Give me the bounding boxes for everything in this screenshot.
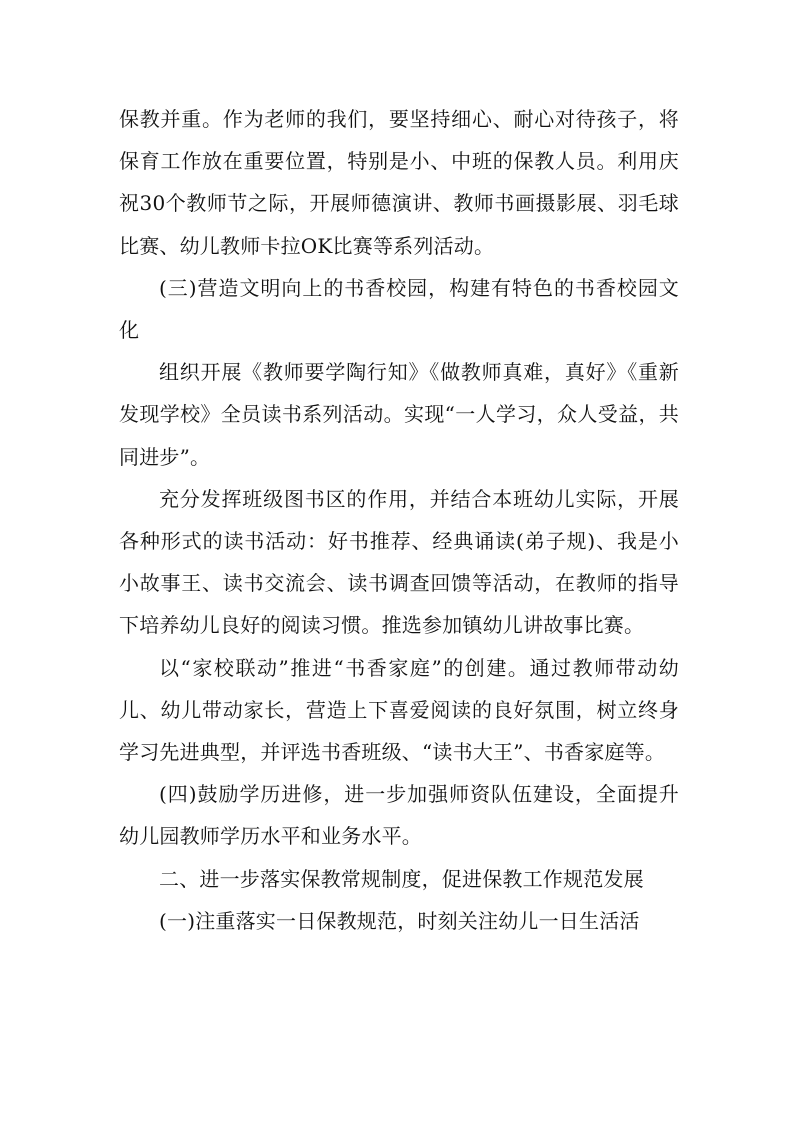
paragraph-reading-series: 组织开展《教师要学陶行知》《做教师真难，真好》《重新发现学校》全员读书系列活动。实现“一人学习，众人受益，共同进步”。 bbox=[119, 360, 679, 469]
section-heading-four: (四)鼓励学历进修，进一步加强师资队伍建设，全面提升幼儿园教师学历水平和业务水平。 bbox=[119, 782, 679, 849]
section-heading-two: 二、进一步落实保教常规制度，促进保教工作规范发展 bbox=[159, 866, 644, 891]
document-body bbox=[119, 98, 679, 942]
subheading-one: (一)注重落实一日保教规范，时刻关注幼儿一日生活活 bbox=[159, 908, 640, 933]
paragraph-class-library: 充分发挥班级图书区的作用，并结合本班幼儿实际，开展各种形式的读书活动：好书推荐、经典诵读(弟子规)、我是小小故事王、读书交流会、读书调查回馈等活动，在教师的指导下培养幼儿良好的阅读习惯。推选参加镇幼儿讲故事比赛。 bbox=[119, 486, 679, 638]
section-heading-three: (三)营造文明向上的书香校园，构建有特色的书香校园文化 bbox=[119, 275, 679, 343]
paragraph-family-reading: 以“家校联动”推进“书香家庭”的创建。通过教师带动幼儿、幼儿带动家长，营造上下喜爱阅读的良好氛围，树立终身学习先进典型，并评选书香班级、“读书大王”、书香家庭等。 bbox=[119, 655, 679, 765]
paragraph-continuation: 保教并重。作为老师的我们，要坚持细心、耐心对待孩子，将保育工作放在重要位置，特别是小、中班的保教人员。利用庆祝30个教师节之际，开展师德演讲、教师书画摄影展、羽毛球比赛、幼儿教师卡拉OK比赛等系列活动。 bbox=[119, 107, 679, 258]
